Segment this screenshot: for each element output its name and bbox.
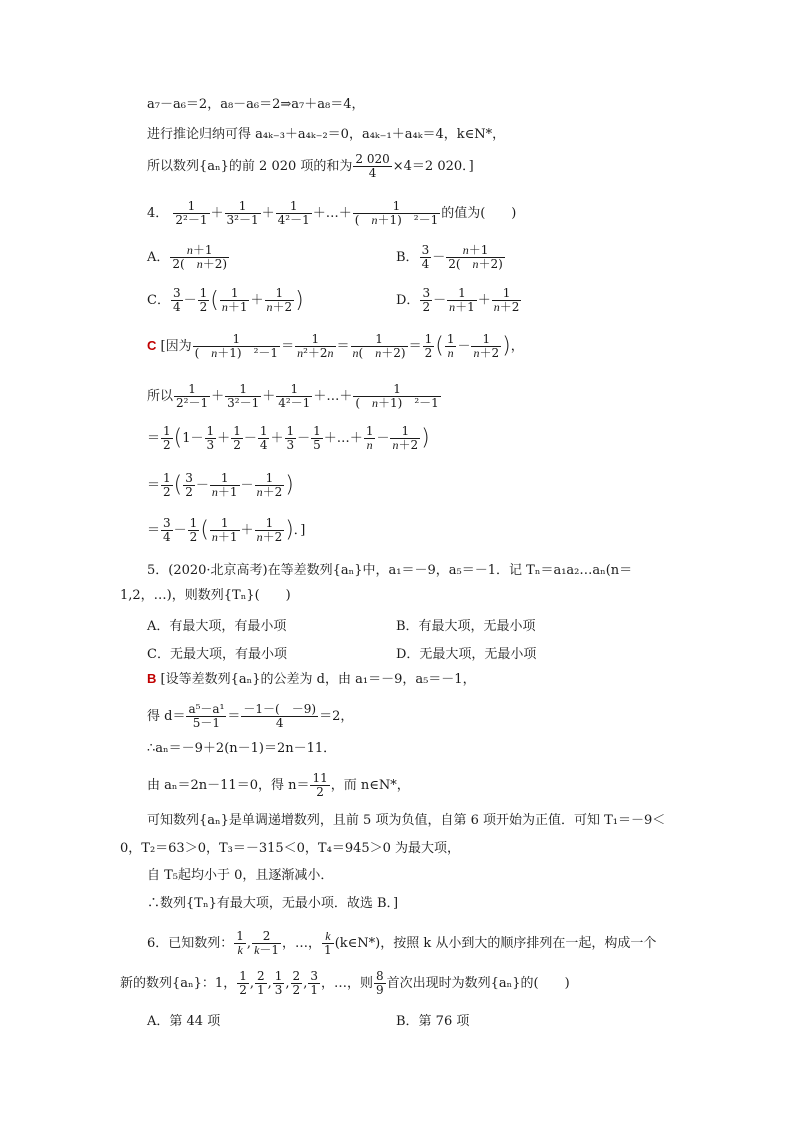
q6-option-b: B．第 76 项 [396, 1014, 470, 1029]
q4-option-c: C． $\frac{3}{4}$ － $\frac{1}{2}$ ( $\frac{1}{n+1}$ ＋ $\frac{1}{n+2}$ ) [147, 286, 304, 314]
q4-solution-5: ＝ $\frac{3}{4}$ － $\frac{1}{2}$ ( $\frac{1}{n+1}$ ＋ $\frac{1}{n+2}$ )．] [147, 516, 306, 544]
prev-line-3: 所以数列{aₙ}的前 2 020 项的和为 $\frac{2 020}{4}$ ×4＝2 020．] [147, 152, 474, 180]
q4-solution-3: ＝ $\frac{1}{2}$ (1－ $\frac{1}{3}$ ＋ $\frac{1}{2}$ － $\frac{1}{4}$ ＋ $\frac{1}{3}$ － $\frac{1}{5}$ ＋…＋ $\frac{1}{n}$ － $\frac{1}{n+2}$ ) [147, 424, 430, 452]
q6-option-a: A．第 44 项 [147, 1014, 221, 1029]
q5-stem-2: 1,2，…)，则数列{Tₙ}( ) [120, 588, 291, 603]
q5-solution-1: B [设等差数列{aₙ}的公差为 d，由 a₁＝－9，a₅＝－1， [147, 671, 476, 687]
q4-option-d: D． $\frac{3}{2}$ － $\frac{1}{n+1}$ ＋ $\frac{1}{n+2}$ [396, 286, 520, 314]
q5-option-d: D．无最大项，无最小项 [396, 647, 537, 662]
q6-stem-2: 新的数列{aₙ}：1， $\frac{1}{2}$ , $\frac{2}{1}$ , $\frac{1}{3}$ , $\frac{2}{2}$ , $\frac{3}{1}$ ，…，则 $\frac{8}{9}$ 首次出现时为数列{aₙ}的( ) [120, 969, 570, 997]
q5-option-a: A．有最大项，有最小项 [147, 619, 287, 634]
answer-letter: C [147, 338, 157, 353]
q4-option-b: B． $\frac{3}{4}$ － $\frac{n+1}{2( n+2)}$ [396, 243, 503, 271]
q5-solution-7: 自 T₅起均小于 0，且逐渐减小． [147, 868, 334, 883]
q4-stem: 4． $\frac{1}{\text{2²－1}}$ ＋ $\frac{1}{\text{3²－1}}$ ＋ $\frac{1}{\text{4²－1}}$ ＋…＋ $\frac{1}{\text{( n＋1) ²－1}}$ 的值为( ) [147, 199, 517, 227]
answer-letter: B [147, 671, 157, 686]
q5-option-b: B．有最大项，无最小项 [396, 619, 536, 634]
q5-solution-6: 0，T₂＝63＞0，T₃＝－315＜0，T₄＝945＞0 为最大项， [120, 841, 461, 856]
prev-line-1: a₇－a₆＝2，a₈－a₆＝2⇒a₇＋a₈＝4， [147, 97, 365, 112]
q5-solution-5: 可知数列{aₙ}是单调递增数列，且前 5 项为负值，自第 6 项开始为正值．可知 T₁＝－9＜ [147, 813, 666, 828]
q5-solution-8: ∴数列{Tₙ}有最大项，无最小项．故选 B．] [147, 896, 399, 911]
q5-stem-1: 5．(2020·北京高考)在等差数列{aₙ}中，a₁＝－9，a₅＝－1．记 Tₙ＝a₁a₂…aₙ(n＝ [147, 563, 633, 578]
fraction: $\frac{2 020}{4}$ [355, 152, 390, 180]
q5-option-c: C．无最大项，有最小项 [147, 647, 287, 662]
q5-solution-3: ∴aₙ＝－9＋2(n－1)＝2n－11． [147, 741, 337, 756]
q4-option-a: A． $\frac{n+1}{2( n+2)}$ [147, 243, 228, 271]
q5-solution-4: 由 aₙ＝2n－11＝0，得 n＝ $\frac{11}{2}$ ，而 n∈N*， [147, 771, 410, 799]
q5-solution-2: 得 d＝ $\frac{\text{a⁵－a¹}}{5-1}$ ＝ $\frac{-1-( -9)}{4}$ ＝2， [147, 702, 354, 730]
q4-solution-2: 所以 $\frac{1}{\text{2²－1}}$ ＋ $\frac{1}{\text{3²－1}}$ ＋ $\frac{1}{\text{4²－1}}$ ＋…＋ $\frac{1}{\text{( n＋1) ²－1}}$ [147, 382, 439, 410]
q4-solution-4: ＝ $\frac{1}{2}$ ( $\frac{3}{2}$ － $\frac{1}{n+1}$ － $\frac{1}{n+2}$ ) [147, 471, 294, 499]
q4-solution-1: C [因为 $\frac{1}{\text{( n＋1) ²－1}}$ ＝ $\frac{1}{\text{n²＋2n}}$ ＝ $\frac{1}{n( n+2)}$ ＝ $\frac{1}{2}$ ( $\frac{1}{n}$ － $\frac{1}{n+2}$ )， [147, 332, 524, 360]
q6-stem-1: 6．已知数列： $\frac{1}{k}$ , $\frac{2}{k-1}$ ，…， $\frac{k}{1}$ (k∈N*)，按照 k 从小到大的顺序排列在一起，构成一个 [147, 929, 657, 957]
prev-line-2: 进行推论归纳可得 a₄ₖ₋₃＋a₄ₖ₋₂＝0，a₄ₖ₋₁＋a₄ₖ＝4，k∈N*， [147, 127, 506, 142]
